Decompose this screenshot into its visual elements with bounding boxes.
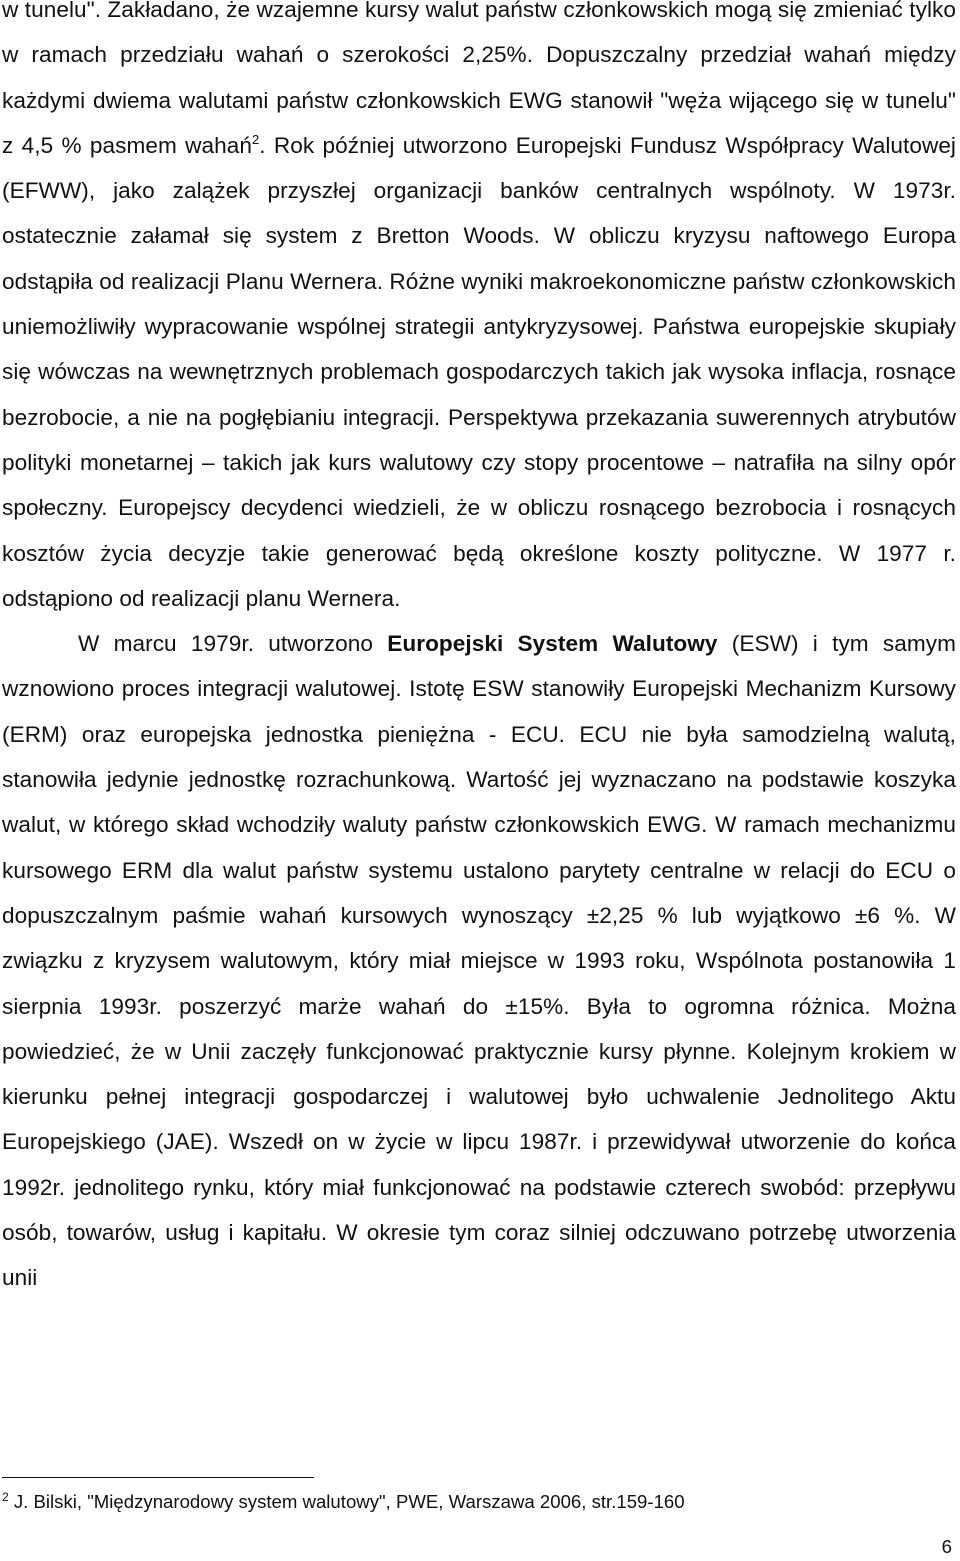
paragraph-1-text-a: w tunelu". Zakładano, że wzajemne kursy walut państw członkowskich mogą się zmieniać tylko w ramach przedziału wahań o szerokości 2,25%. Dopuszczalny przedział wahań między każdymi dwiema walutami państw członkowskich EWG stanowił "węża wijącego się w tunelu" z 4,5 % pasmem wahań — [2, 0, 956, 158]
footnote-reference: 2 — [252, 131, 260, 147]
paragraph-1 — [2, 0, 956, 621]
body-text — [2, 0, 956, 1301]
paragraph-2-text-b: (ESW) i tym samym wznowiono proces integracji walutowej. Istotę ESW stanowiły Europejski Mechanizm Kursowy (ERM) oraz europejska jednostka pieniężna - ECU. ECU nie była samodzielną walutą, stanowiła jedynie jednostkę rozrachunkową. Wartość jej wyznaczano na podstawie koszyka walut, w którego skład wchodziły waluty państw członkowskich EWG. W ramach mechanizmu kursowego ERM dla walut państw systemu ustalono parytety centralne w relacji do ECU o dopuszczalnym paśmie wahań kursowych wynoszący ±2,25 % lub wyjątkowo ±6 %. W związku z kryzysem walutowym, który miał miejsce w 1993 roku, Wspólnota postanowiła 1 sierpnia 1993r. poszerzyć marże wahań do ±15%. Była to ogromna różnica. Można powiedzieć, że w Unii zaczęły funkcjonować praktycznie kursy płynne. Kolejnym krokiem w kierunku pełnej integracji gospodarczej i walutowej było uchwalenie Jednolitego Aktu Europejskiego (JAE). Wszedł on w życie w lipcu 1987r. i przewidywał utworzenie do końca 1992r. jednolitego rynku, który miał funkcjonować na podstawie czterech swobód: przepływu osób, towarów, usług i kapitału. W okresie tym coraz silniej odczuwano potrzebę utworzenia unii — [2, 631, 956, 1291]
bold-term: Europejski System Walutowy — [387, 631, 718, 657]
paragraph-1-text-b: . Rok później utworzono Europejski Fundusz Współpracy Walutowej (EFWW), jako zalążek przyszłej organizacji banków centralnych wspólnoty. W 1973r. ostatecznie załamał się system z Bretton Woods. W obliczu kryzysu naftowego Europa odstąpiła od realizacji Planu Wernera. Różne wyniki makroekonomiczne państw członkowskich uniemożliwiły wypracowanie wspólnej strategii antykryzysowej. Państwa europejskie skupiały się wówczas na wewnętrznych problemach gospodarczych takich jak wysoka inflacja, rosnące bezrobocie, a nie na pogłębianiu integracji. Perspektywa przekazania suwerennych atrybutów polityki monetarnej – takich jak kurs walutowy czy stopy procentowe – natrafiła na silny opór społeczny. Europejscy decydenci wiedzieli, że w obliczu rosnącego bezrobocia i rosnących kosztów życia decyzje takie generować będą określone koszty polityczne. W 1977 r. odstąpiono od realizacji planu Wernera. — [2, 132, 956, 611]
footnote-number: 2 — [2, 1490, 9, 1504]
paragraph-2-text-a: W marcu 1979r. utworzono — [78, 631, 388, 657]
footnote — [2, 1489, 942, 1515]
page-number: 6 — [941, 1536, 952, 1557]
footnote-text: J. Bilski, "Międzynarodowy system walutowy", PWE, Warszawa 2006, str.159-160 — [8, 1491, 685, 1512]
footnote-separator — [2, 1477, 314, 1478]
paragraph-2 — [2, 621, 956, 1300]
